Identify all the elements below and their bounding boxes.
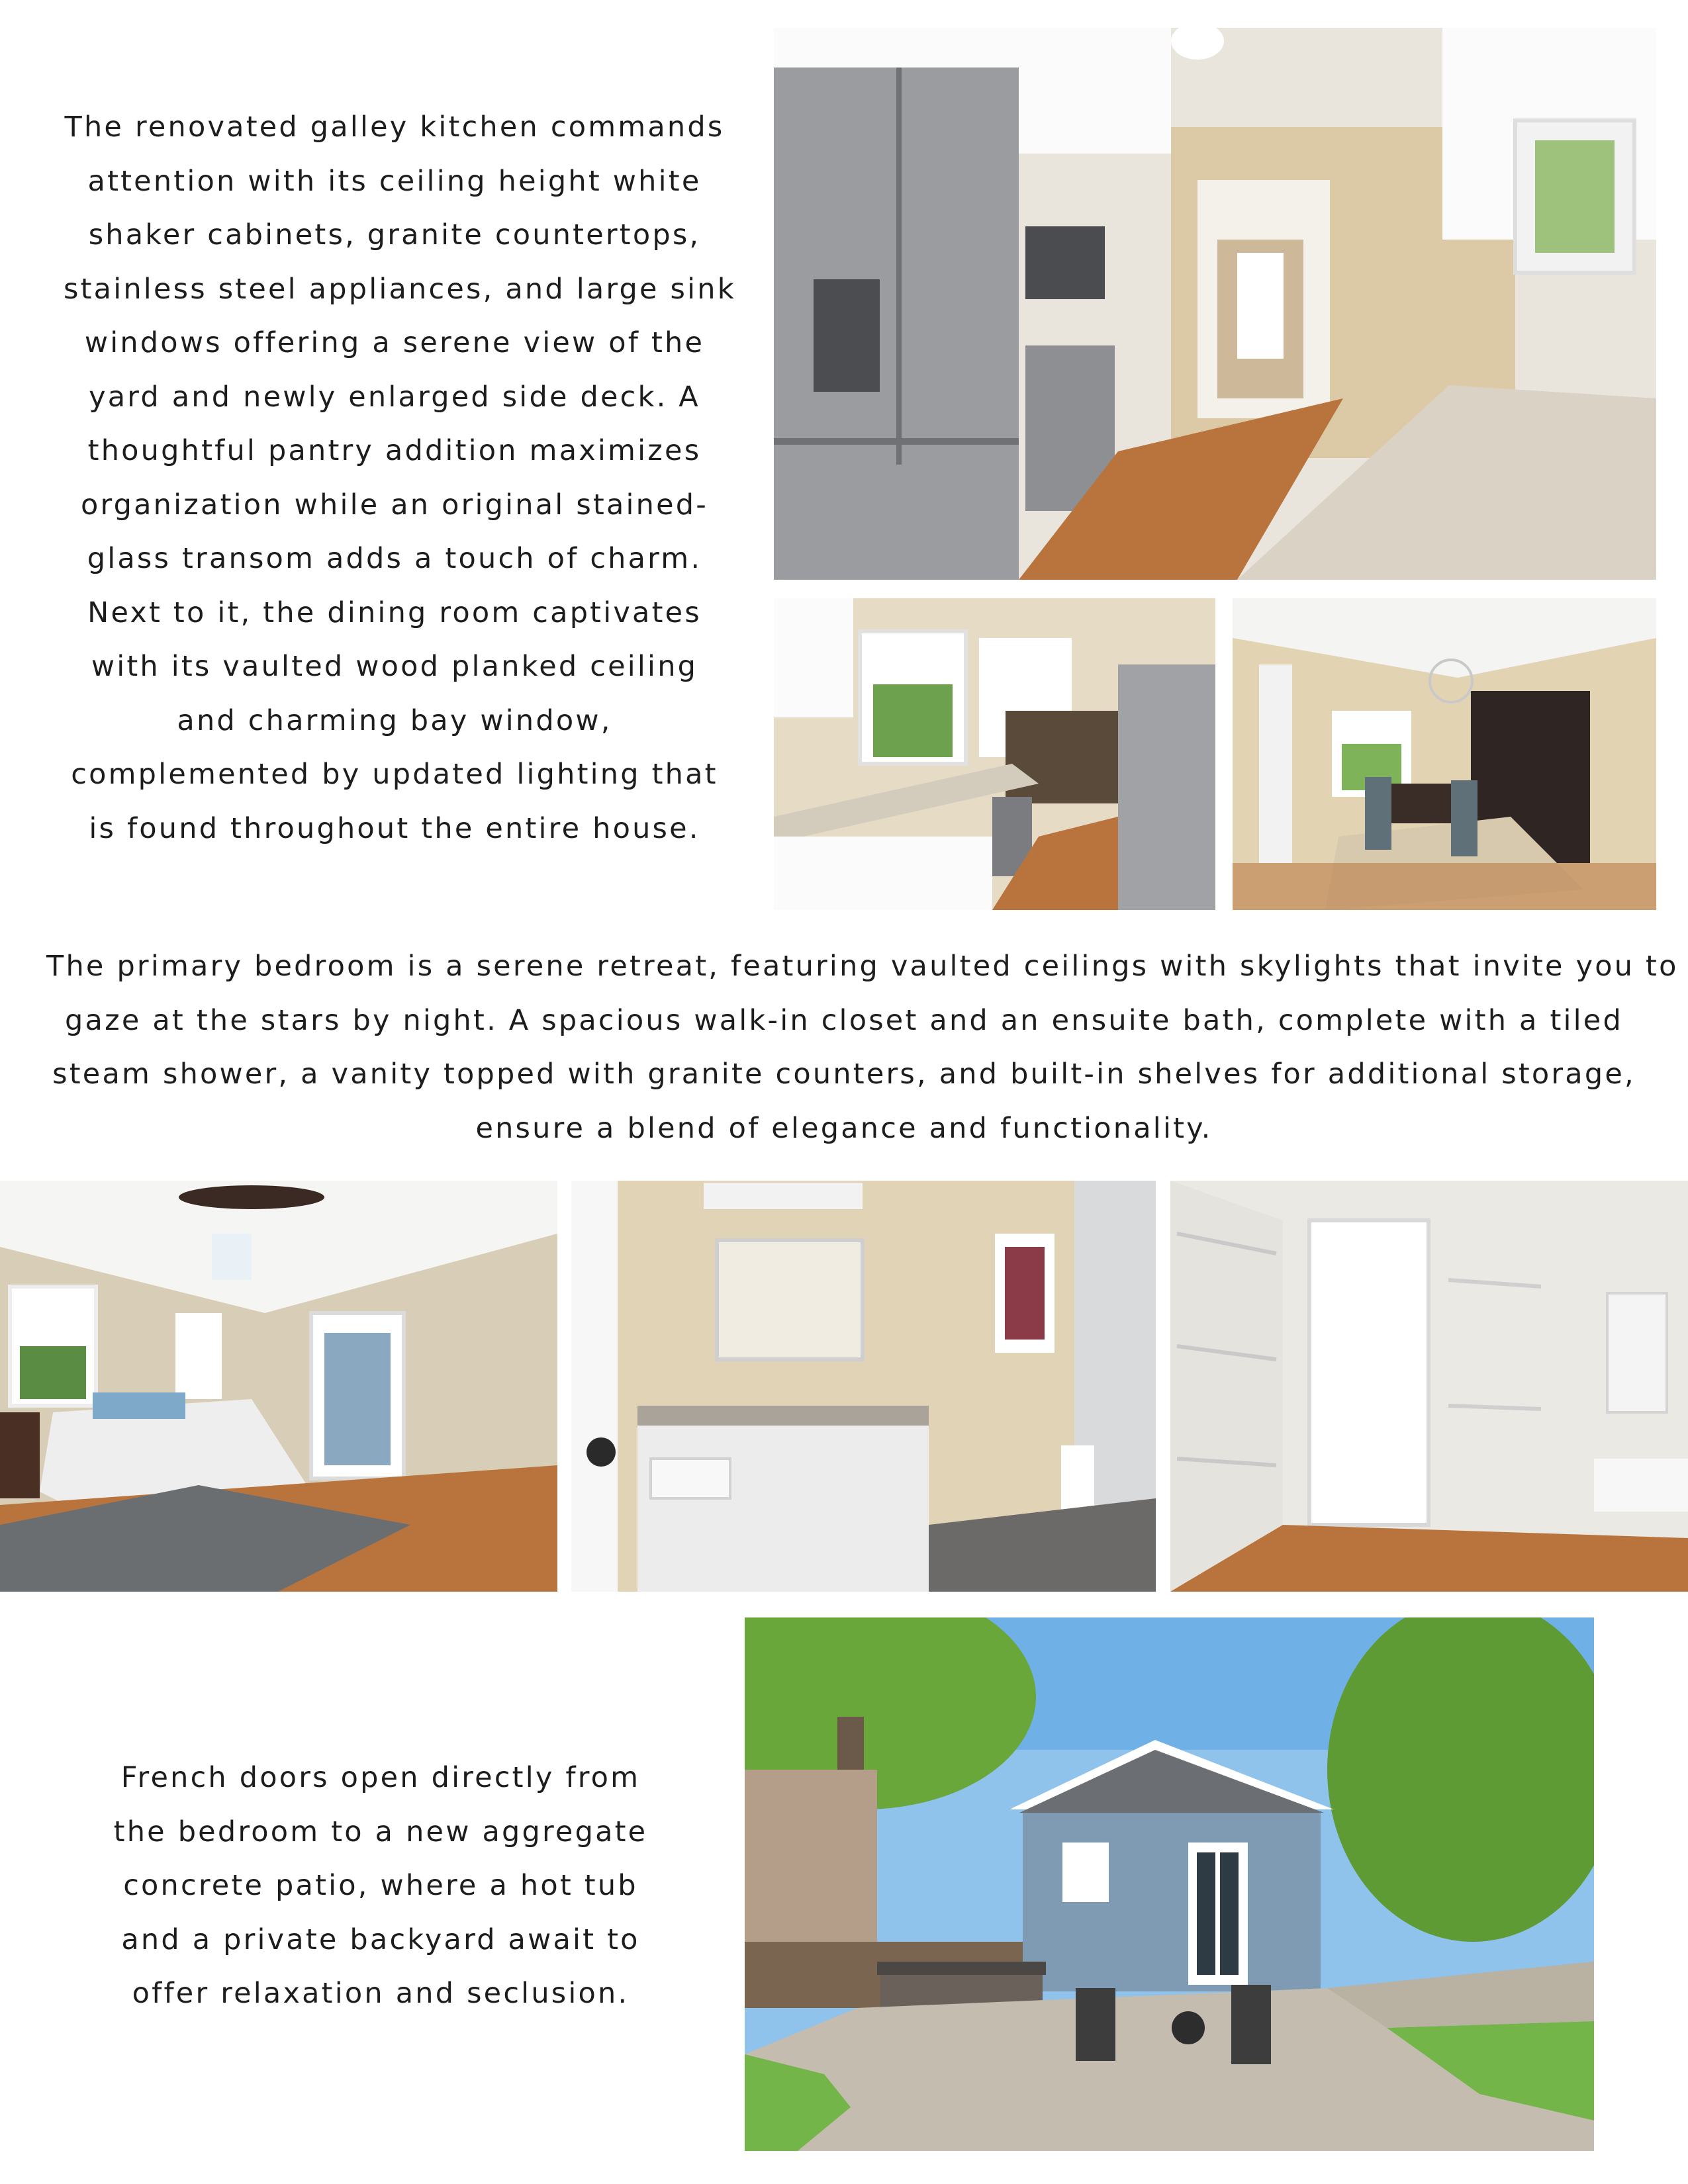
text-line: yard and newly enlarged side deck. A — [89, 380, 700, 414]
text-line: concrete patio, where a hot tub — [123, 1869, 638, 1902]
kitchen-sink-photo — [774, 598, 1215, 910]
text-line: steam shower, a vanity topped with granite counters, and built-in shelves for additional storage, — [52, 1058, 1636, 1091]
dining-room-photo — [1233, 598, 1656, 910]
text-line: gaze at the stars by night. A spacious walk-in closet and an ensuite bath, complete with a tiled — [65, 1003, 1623, 1037]
text-line: with its vaulted wood planked ceiling — [91, 650, 698, 683]
text-line: and a private backyard await to — [121, 1923, 640, 1956]
bathroom-photo — [571, 1181, 1156, 1592]
text-line: organization while an original stained- — [80, 488, 708, 522]
patio-description — [106, 1751, 655, 2021]
bedroom-description — [46, 940, 1679, 1156]
text-line: stainless steel appliances, and large sink — [64, 272, 736, 306]
text-line: Next to it, the dining room captivates — [87, 596, 702, 629]
text-line: is found throughout the entire house. — [89, 811, 700, 845]
bedroom-photo — [0, 1181, 557, 1592]
text-line: glass transom adds a touch of charm. — [87, 542, 702, 575]
kitchen-photo — [774, 28, 1656, 580]
text-line: the bedroom to a new aggregate — [113, 1815, 648, 1848]
kitchen-description — [64, 101, 736, 856]
text-line: attention with its ceiling height white — [87, 164, 702, 198]
text-line: thoughtful pantry addition maximizes — [87, 434, 702, 467]
text-line: The primary bedroom is a serene retreat, featuring vaulted ceilings with skylights that invite you to — [46, 950, 1679, 983]
text-line: complemented by updated lighting that — [71, 758, 718, 791]
text-line: and charming bay window, — [177, 704, 612, 737]
text-line: offer relaxation and seclusion. — [132, 1977, 630, 2010]
text-line: windows offering a serene view of the — [84, 326, 705, 359]
text-line: French doors open directly from — [120, 1761, 641, 1794]
text-line: shaker cabinets, granite countertops, — [88, 218, 701, 251]
text-line: The renovated galley kitchen commands — [64, 111, 725, 144]
closet-photo — [1170, 1181, 1688, 1592]
backyard-photo — [745, 1617, 1594, 2151]
text-line: ensure a blend of elegance and functionality. — [475, 1111, 1213, 1145]
